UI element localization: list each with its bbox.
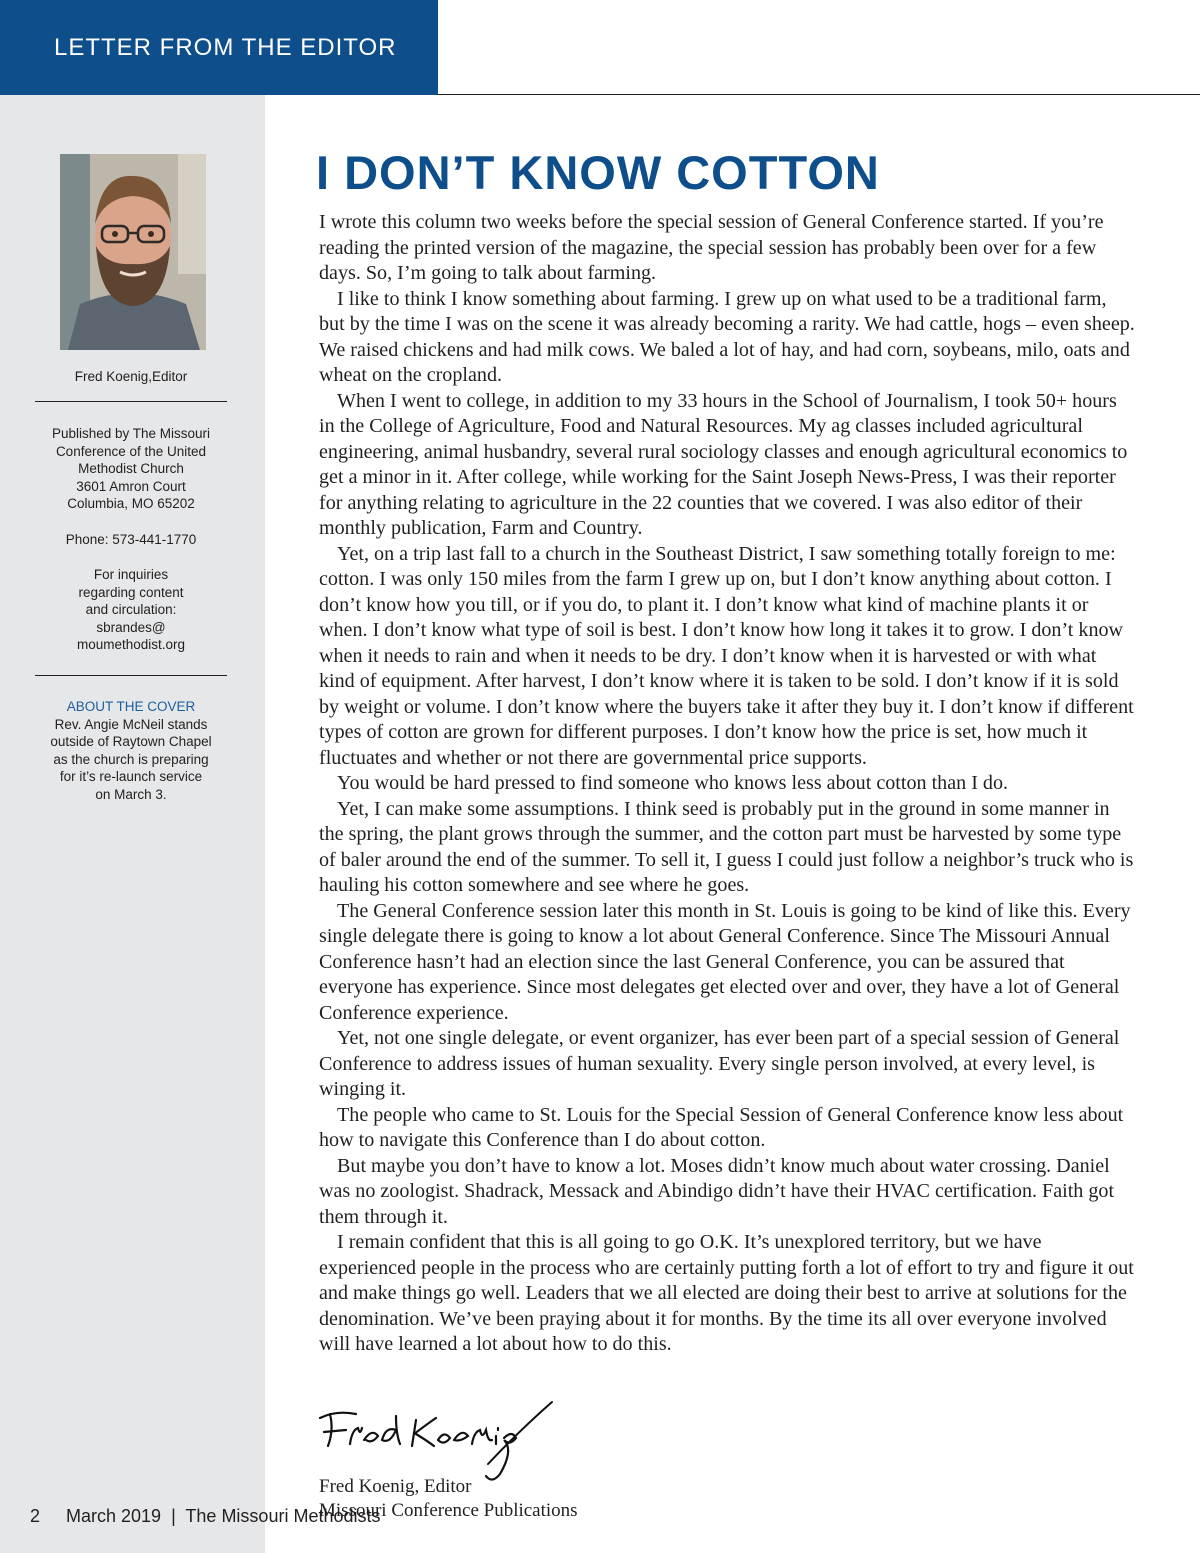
article-paragraph: The General Conference session later this month in St. Louis is going to be kind of like this. Every single delegate there is going to know a lot about General Conference. Since The Missouri Annual Conference hasn’t had an election since the last General Conference, you can be assured that everyone has experience. Since most delegates get elected over and over, they have a lot of General Conference experience.	[319, 899, 1131, 1024]
editor-photo	[60, 154, 206, 350]
cover-line: as the church is preparing	[53, 751, 209, 767]
sidebar-divider-2	[35, 675, 227, 676]
photo-caption: Fred Koenig,Editor	[74, 369, 188, 384]
article-headline: I DON’T KNOW COTTON	[316, 146, 880, 199]
article-paragraph: Yet, I can make some assumptions. I think seed is probably put in the ground in some manner in the spring, the plant grows through the summer, and the cotton part must be harvested by some type of baler around the end of the summer. To sell it, I guess I could just follow a neighbor’s truck who is hauling his cotton somewhere and see where he goes.	[319, 797, 1134, 896]
section-header-bar	[0, 0, 438, 95]
publisher-line: 3601 Amron Court	[76, 478, 186, 494]
inquiries-line: and circulation:	[85, 602, 177, 618]
cover-heading: ABOUT THE COVER	[66, 699, 196, 714]
page-number: 2	[30, 1506, 41, 1526]
publisher-info	[20, 425, 242, 513]
page-footer	[30, 1506, 381, 1527]
inquiries-line: moumethodist.org	[76, 637, 186, 653]
article-paragraph: When I went to college, in addition to my 33 hours in the School of Journalism, I took 50+ hours in the College of Agriculture, Food and Natural Resources. My ag classes included agricultural engineering, animal husbandry, several rural sociology classes and enough agricultural economics to get a minor in it. After college, while working for the Saint Joseph News-Press, I was their reporter for anything relating to agriculture in the 22 counties that we covered. I was also editor of their monthly publication, Farm and Country.	[319, 389, 1128, 539]
section-label: LETTER FROM THE EDITOR	[54, 34, 397, 61]
sign-off-title: Missouri Conference Publications	[319, 1500, 578, 1521]
inquiries-line: For inquiries	[93, 567, 169, 582]
publisher-line: Methodist Church	[78, 461, 184, 477]
article-paragraph: I wrote this column two weeks before the special session of General Conference started. If you’re reading the printed version of the magazine, the special session has probably been over for a few days. So, I’m going to talk about farming.	[319, 211, 1104, 284]
article-paragraph: I like to think I know something about farming. I grew up on what used to be a traditional farm, but by the time I was on the scene it was already becoming a rarity. We had cattle, hogs – even sheep. We raised chickens and had milk cows. We baled a lot of hay, and had corn, soybeans, milo, oats and wheat on the cropland.	[319, 287, 1135, 386]
publisher-line: Conference of the United	[55, 443, 207, 459]
article-paragraph: Yet, not one single delegate, or event organizer, has ever been part of a special session of General Conference to address issues of human sexuality. Every single person involved, at every level, is winging it.	[319, 1027, 1120, 1100]
sign-off-name: Fred Koenig, Editor	[319, 1476, 472, 1497]
article-paragraph: You would be hard pressed to find someone who knows less about cotton than I do.	[337, 772, 1009, 794]
article-paragraph: Yet, on a trip last fall to a church in the Southeast District, I saw something totally foreign to me: cotton. I was only 150 miles from the farm I grew up on, but I don’t know anything about cotton. I don’t know how you till, or if you do, to plant it. I don’t know what kind of machine plants it or when. I don’t know what type of soil is best. I don’t know how long it takes it to grow. I don’t know when it needs to rain and when it needs to be dry. I don’t know when it is harvested or with what kind of equipment. After harvest, I don’t know where it is taken to be sold. I don’t know if it is sold by weight or volume. I don’t know where the buyers take it after they buy it. I don’t know if different types of cotton are grown for different purposes. I don’t know how the price is set, how much it fluctuates and whether or not there are governmental price supports.	[319, 542, 1134, 769]
article-paragraph: The people who came to St. Louis for the Special Session of General Conference know less about how to navigate this Conference than I do about cotton.	[319, 1103, 1124, 1151]
cover-line: on March 3.	[95, 786, 167, 802]
publisher-line: Published by The Missouri	[51, 426, 211, 441]
article-body	[319, 210, 1135, 1358]
cover-line: outside of Raytown Chapel	[50, 734, 212, 750]
inquiries-line: regarding content	[78, 584, 184, 600]
issue-line: March 2019 | The Missouri Methodists	[66, 1506, 381, 1526]
article-paragraph: But maybe you don’t have to know a lot. Moses didn’t know much about water crossing. Daniel was no zoologist. Shadrack, Messack and Abindigo didn’t have their HVAC certification. Faith got them through it.	[319, 1154, 1115, 1228]
publisher-line: Columbia, MO 65202	[67, 496, 195, 512]
about-the-cover	[20, 698, 242, 804]
phone-number: Phone: 573-441-1770	[65, 532, 197, 547]
editor-portrait-illustration	[60, 154, 206, 350]
cover-line: for it’s re-launch service	[59, 769, 203, 785]
inquiries-info	[20, 566, 242, 654]
cover-line: Rev. Angie McNeil stands	[54, 716, 208, 732]
inquiries-line: sbrandes@	[96, 619, 166, 635]
article-paragraph: I remain confident that this is all going to go O.K. It’s unexplored territory, but we have experienced people in the process who are certainly putting forth a lot of effort to try and figure it out and make things go well. Leaders that we all elected are doing their best to arrive at solutions for the denomination. We’ve been praying about it for months. By the time its all over everyone involved will have learned a lot about how to do this.	[319, 1231, 1134, 1355]
header-rule	[438, 94, 1200, 95]
sidebar-divider-1	[35, 401, 227, 402]
